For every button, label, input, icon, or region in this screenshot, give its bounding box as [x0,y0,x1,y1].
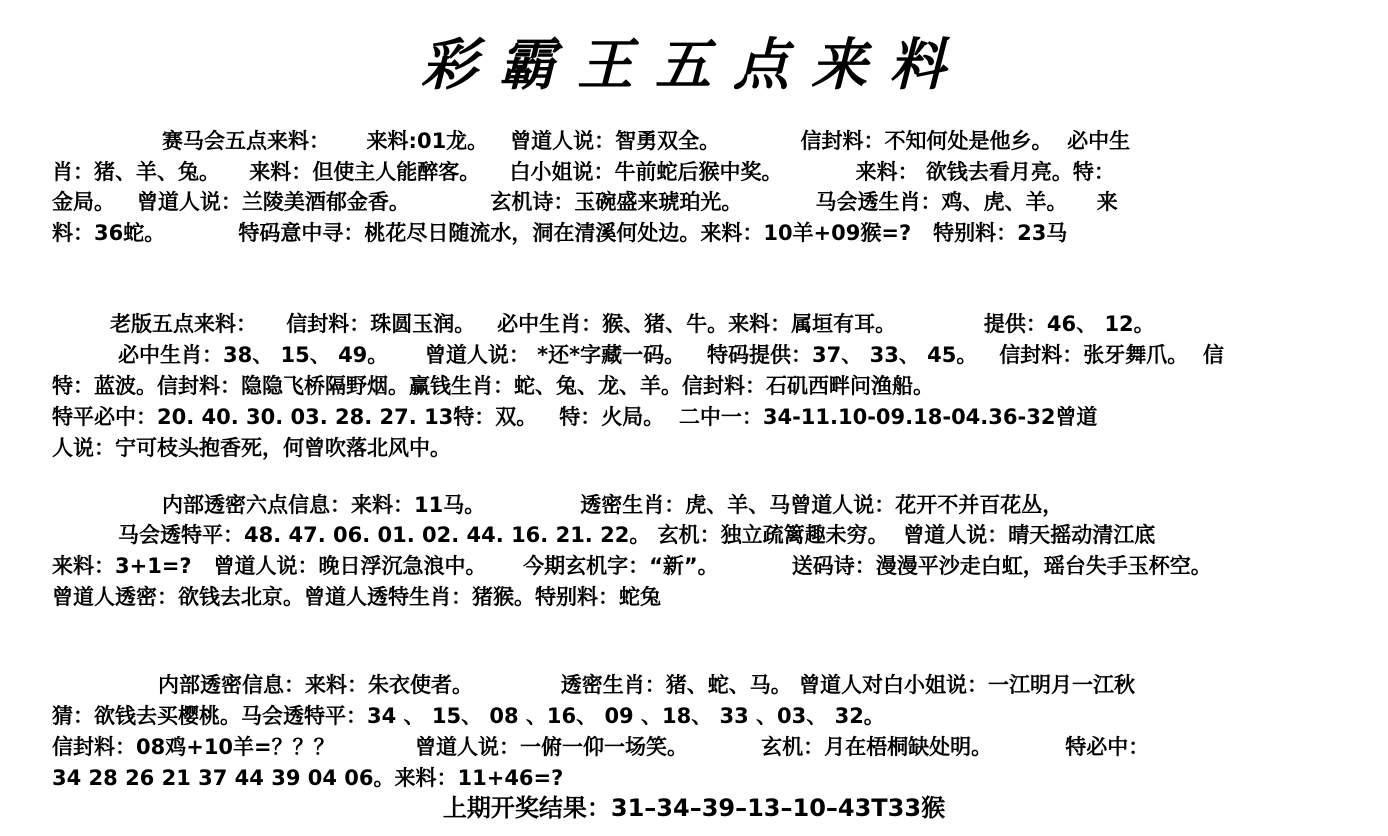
section-4-line-2: 猜：欲钱去买樱桃。马会透特平：34 、 15、 08 、16、 09 、18、 33 、03、 32。 [52,704,885,728]
section-4-line-3: 信封料：08鸡+10羊=？？？ 曾道人说：一俯一仰一场笑。 玄机：月在梧桐缺处明。 特必中： [52,735,1150,759]
section-1-line-4: 料：36蛇。 特码意中寻：桃花尽日随流水，洞在清溪何处边。来料：10羊+09猴=? 特别料：23马 [52,221,1068,245]
section-2-line-4: 特平必中：20. 40. 30. 03. 28. 27. 13特：双。 特：火局。 二中一：34-11.10-09.18-04.36-32曾道 [52,405,1098,429]
page-title: 彩霸王五点来料 [421,32,967,98]
section-3-line-1: 内部透密六点信息：来料：11马。 透密生肖：虎、羊、马曾道人说：花开不并百花丛， [162,493,1064,517]
section-4-line-1: 内部透密信息：来料：朱衣使者。 透密生肖：猪、蛇、马。 曾道人对白小姐说：一江明月一江秋 [158,673,1136,697]
section-2-line-5: 人说：宁可枝头抱香死，何曾吹落北风中。 [52,436,451,460]
section-1-line-2: 肖：猪、羊、兔。 来料：但使主人能醉客。 白小姐说：牛前蛇后猴中奖。 来料： 欲钱去看月亮。特： [52,160,1115,184]
last-draw-result: 上期开奖结果：31–34–39–13–10–43T33猴 [442,794,946,822]
section-2-line-1: 老版五点来料： 信封料：珠圆玉润。 必中生肖：猴、猪、牛。来料：属垣有耳。 提供：46、 12。 [110,312,1155,336]
section-2-line-3: 特：蓝波。信封料：隐隐飞桥隔野烟。赢钱生肖：蛇、兔、龙、羊。信封料：石矶西畔问渔船。 [52,374,934,398]
section-4-line-4: 34 28 26 21 37 44 39 04 06。来料：11+46=? [52,766,564,790]
section-1-line-1: 赛马会五点来料： 来料:01龙。 曾道人说：智勇双全。 信封料：不知何处是他乡。 必中生 [162,129,1131,153]
section-3-line-3: 来料：3+1=? 曾道人说：晚日浮沉急浪中。 今期玄机字：“新”。 送码诗：漫漫平沙走白虹，瑶台失手玉杯空。 [52,554,1212,578]
section-2-line-2: 必中生肖：38、 15、 49。 曾道人说： *还*字藏一码。 特码提供：37、 33、 45。 信封料：张牙舞爪。 信 [118,343,1224,367]
section-3-line-4: 曾道人透密：欲钱去北京。曾道人透特生肖：猪猴。特别料：蛇兔 [52,585,661,609]
section-3-line-2: 马会透特平：48. 47. 06. 01. 02. 44. 16. 21. 22。 玄机：独立疏篱趣未穷。 曾道人说：晴天摇动清江底 [118,523,1156,547]
section-1-line-3: 金局。 曾道人说：兰陵美酒郁金香。 玄机诗：玉碗盛来琥珀光。 马会透生肖：鸡、虎、羊。 来 [52,190,1118,214]
